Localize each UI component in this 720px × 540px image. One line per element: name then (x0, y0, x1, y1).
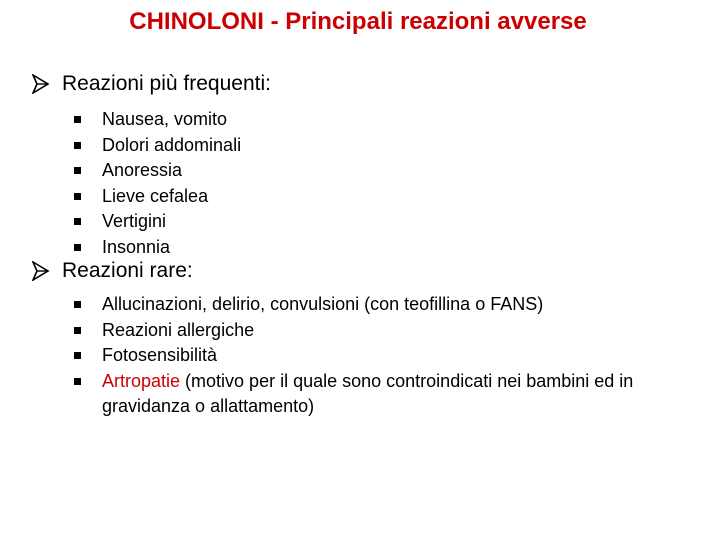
list-item: Anoressia (74, 158, 241, 184)
list-item: Dolori addominali (74, 133, 241, 159)
item-text: (motivo per il quale sono controindicati nei bambini ed in gravidanza o allattamento) (102, 370, 634, 416)
list-item: Insonnia (74, 235, 241, 261)
list-item: Fotosensibilità (74, 343, 692, 369)
square-bullet-icon (74, 327, 81, 334)
list-item (74, 369, 692, 420)
square-bullet-icon (74, 116, 81, 123)
square-bullet-icon (74, 244, 81, 251)
arrow-check-icon (32, 259, 62, 287)
list-item: Nausea, vomito (74, 107, 241, 133)
square-bullet-icon (74, 167, 81, 174)
section-heading-rare (32, 259, 193, 287)
arrow-check-icon (32, 72, 62, 100)
list-item: Vertigini (74, 209, 241, 235)
list-item: Lieve cefalea (74, 184, 241, 210)
heading-text: Reazioni più frequenti: (62, 72, 271, 95)
list-item: Reazioni allergiche (74, 318, 692, 344)
square-bullet-icon (74, 301, 81, 308)
heading-text: Reazioni rare: (62, 259, 193, 282)
highlight-term: Artropatie (102, 370, 181, 391)
square-bullet-icon (74, 193, 81, 200)
square-bullet-icon (74, 218, 81, 225)
square-bullet-icon (74, 142, 81, 149)
square-bullet-icon (74, 378, 81, 385)
list-item: Allucinazioni, delirio, convulsioni (con teofillina o FANS) (74, 292, 692, 318)
section-heading-frequent (32, 72, 271, 100)
slide-title: CHINOLONI - Principali reazioni avverse (129, 8, 587, 35)
square-bullet-icon (74, 352, 81, 359)
frequent-list (74, 107, 241, 260)
rare-list (74, 292, 692, 420)
